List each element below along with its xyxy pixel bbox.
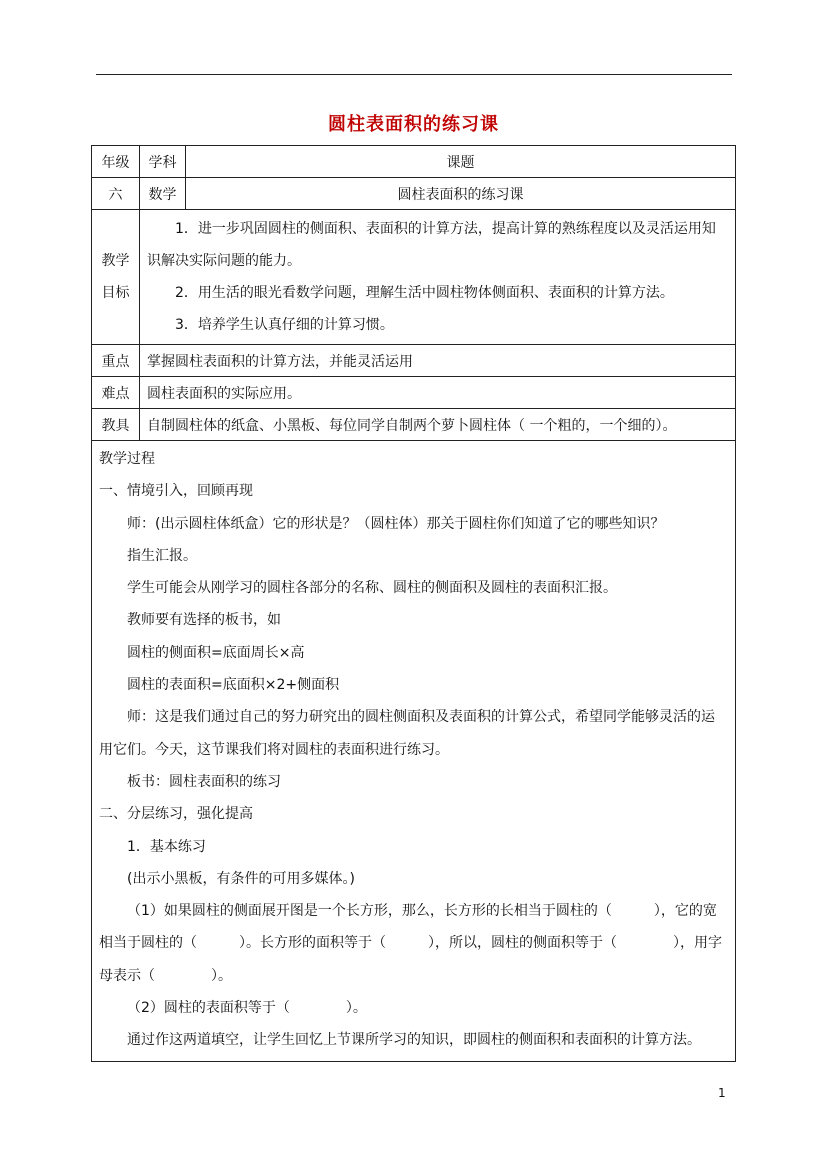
- key-point-row: [92, 345, 736, 377]
- process-paragraph: 学生可能会从刚学习的圆柱各部分的名称、圆柱的侧面积及圆柱的表面积汇报。: [127, 580, 617, 597]
- process-paragraph: 通过作这两道填空，让学生回忆上节课所学习的知识，即圆柱的侧面积和表面积的计算方法。: [127, 1032, 701, 1049]
- process-paragraph: 板书：圆柱表面积的练习: [127, 773, 281, 790]
- difficulty-label: 难点: [92, 377, 140, 409]
- goal-item: 3．培养学生认真仔细的计算习惯。: [175, 317, 394, 333]
- process-paragraph: 教师要有选择的板书，如: [127, 612, 281, 629]
- goals-label-line-2: 目标: [101, 285, 130, 301]
- goals-label: [92, 210, 140, 345]
- tools-row: [92, 409, 736, 441]
- topic-header: 课题: [186, 146, 736, 178]
- grade-value: 六: [92, 178, 140, 210]
- teaching-process: [92, 441, 736, 1062]
- key-point-text: 掌握圆柱表面积的计算方法，并能灵活运用: [140, 345, 736, 377]
- lesson-plan-table: [91, 145, 736, 1062]
- process-paragraph: 师：(出示圆柱体纸盒）它的形状是？（圆柱体）那关于圆柱你们知道了它的哪些知识？: [127, 515, 665, 532]
- subject-value: 数学: [140, 178, 186, 210]
- formula-surface-area: 圆柱的表面积=底面积×2+侧面积: [127, 677, 340, 694]
- tools-label: 教具: [92, 409, 140, 441]
- difficulty-text: 圆柱表面积的实际应用。: [140, 377, 736, 409]
- header-rule: [96, 74, 732, 75]
- grade-header: 年级: [92, 146, 140, 178]
- key-point-label: 重点: [92, 345, 140, 377]
- difficulty-row: [92, 377, 736, 409]
- section-heading: 二、分层练习，强化提高: [99, 806, 253, 823]
- process-paragraph: (出示小黑板，有条件的可用多媒体。): [127, 870, 355, 887]
- goal-item: 2．用生活的眼光看数学问题，理解生活中圆柱物体侧面积、表面积的计算方法。: [175, 285, 674, 301]
- subsection-heading: 1．基本练习: [127, 838, 206, 855]
- section-heading: 一、情境引入，回顾再现: [99, 483, 253, 500]
- document-title: 圆柱表面积的练习课: [328, 114, 499, 135]
- topic-value: 圆柱表面积的练习课: [186, 178, 736, 210]
- exercise-item: （2）圆柱的表面积等于（ ）。: [127, 1000, 367, 1017]
- exercise-item: （1）如果圆柱的侧面展开图是一个长方形，那么，长方形的长相当于圆柱的（ ），它的宽相当于圆柱的（ ）。长方形的面积等于（ ），所以，圆柱的侧面积等于（ ），用字母表示（ ）。: [99, 903, 722, 984]
- page-number: 1: [718, 1086, 726, 1100]
- process-heading: 教学过程: [99, 451, 155, 467]
- goals-label-line-1: 教学: [101, 253, 130, 269]
- process-row: [92, 441, 736, 1062]
- info-row: [92, 178, 736, 210]
- header-row: [92, 146, 736, 178]
- process-paragraph: 师：这是我们通过自己的努力研究出的圆柱侧面积及表面积的计算公式，希望同学能够灵活的运用它们。今天，这节课我们将对圆柱的表面积进行练习。: [99, 709, 715, 758]
- tools-text: 自制圆柱体的纸盒、小黑板、每位同学自制两个萝卜圆柱体（ 一个粗的，一个细的）。: [140, 409, 736, 441]
- formula-lateral-area: 圆柱的侧面积=底面周长×高: [127, 644, 305, 661]
- goals-row: [92, 210, 736, 345]
- subject-header: 学科: [140, 146, 186, 178]
- process-paragraph: 指生汇报。: [127, 547, 197, 564]
- goals-content: [140, 210, 736, 345]
- goal-item: 1．进一步巩固圆柱的侧面积、表面积的计算方法，提高计算的熟练程度以及灵活运用知识解决实际问题的能力。: [147, 221, 716, 269]
